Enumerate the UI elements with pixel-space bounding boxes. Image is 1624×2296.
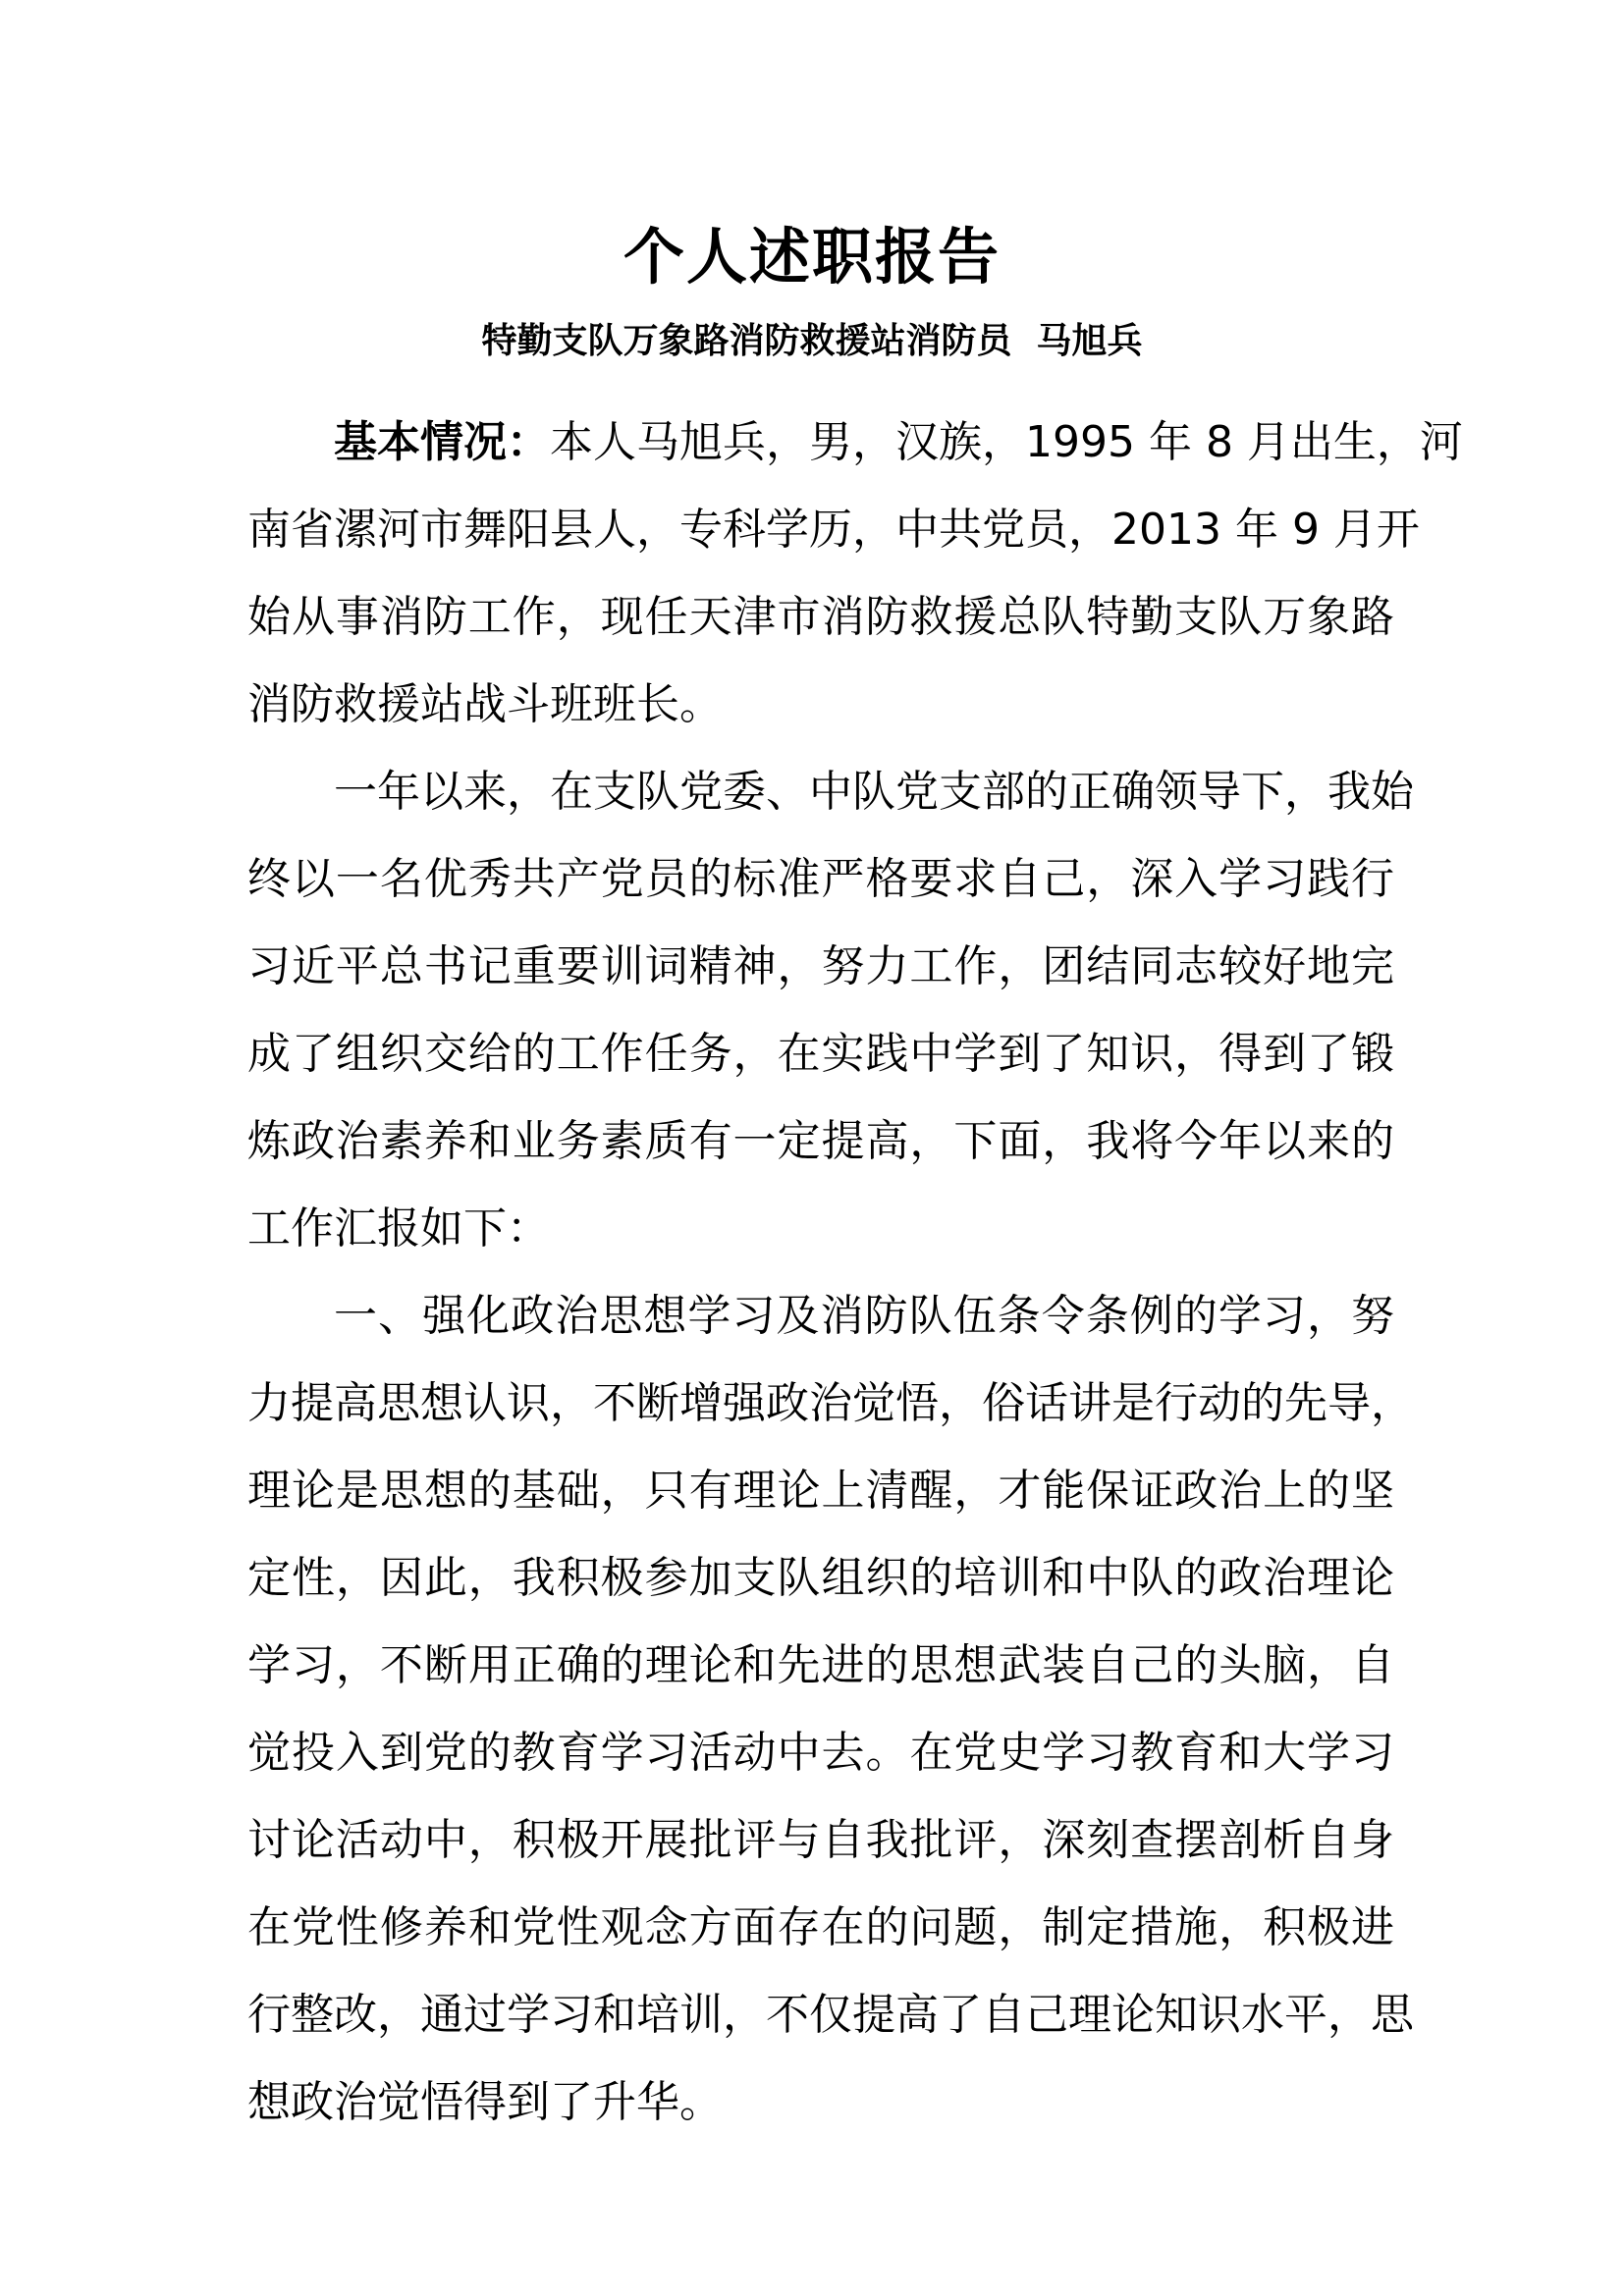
paragraph-line: 习近平总书记重要训词精神，努力工作，团结同志较好地完	[247, 941, 1394, 991]
paragraph-line: 南省漯河市舞阳县人，专科学历，中共党员，2013 年 9 月开	[247, 505, 1420, 555]
paragraph-line-text: 本人马旭兵，男，汉族，1995 年 8 月出生，河	[550, 417, 1463, 467]
paragraph-line: 一、强化政治思想学习及消防队伍条令条例的学习，努	[334, 1291, 1394, 1341]
paragraph-line: 想政治觉悟得到了升华。	[247, 2077, 723, 2127]
paragraph-line: 理论是思想的基础，只有理论上清醒，才能保证政治上的坚	[247, 1466, 1394, 1516]
document-body	[247, 399, 1463, 2146]
paragraph-basic-info	[247, 399, 1463, 748]
paragraph-line: 定性，因此，我积极参加支队组织的培训和中队的政治理论	[247, 1553, 1394, 1603]
paragraph-line: 力提高思想认识，不断增强政治觉悟，俗话讲是行动的先导，	[247, 1378, 1414, 1428]
paragraph-line: 终以一名优秀共产党员的标准严格要求自己，深入学习践行	[247, 854, 1394, 904]
paragraph-line: 始从事消防工作，现任天津市消防救援总队特勤支队万象路	[247, 592, 1394, 642]
paragraph-line	[247, 399, 1463, 486]
paragraph-line: 在党性修养和党性观念方面存在的问题，制定措施，积极进	[247, 1902, 1394, 1952]
document-subtitle: 特勤支队万象路消防救援站消防员 马旭兵	[481, 321, 1143, 361]
paragraph-line: 行整改，通过学习和培训，不仅提高了自己理论知识水平，思	[247, 1990, 1414, 2040]
paragraph-line: 讨论活动中，积极开展批评与自我批评，深刻查摆剖析自身	[247, 1815, 1394, 1865]
paragraph-line: 消防救援站战斗班班长。	[247, 679, 723, 729]
paragraph-line: 炼政治素养和业务素质有一定提高，下面，我将今年以来的	[247, 1116, 1394, 1166]
paragraph-line: 一年以来，在支队党委、中队党支部的正确领导下，我始	[334, 767, 1414, 817]
paragraph-line: 工作汇报如下：	[247, 1203, 550, 1254]
paragraph-section-one	[247, 1272, 1414, 2146]
paragraph-lead: 基本情况：	[334, 417, 550, 467]
paragraph-line: 成了组织交给的工作任务，在实践中学到了知识，得到了锻	[247, 1029, 1394, 1079]
paragraph-overview	[247, 748, 1414, 1272]
paragraph-line: 学习，不断用正确的理论和先进的思想武装自己的头脑，自	[247, 1640, 1394, 1690]
paragraph-line: 觉投入到党的教育学习活动中去。在党史学习教育和大学习	[247, 1728, 1394, 1778]
document-title: 个人述职报告	[623, 221, 1001, 293]
